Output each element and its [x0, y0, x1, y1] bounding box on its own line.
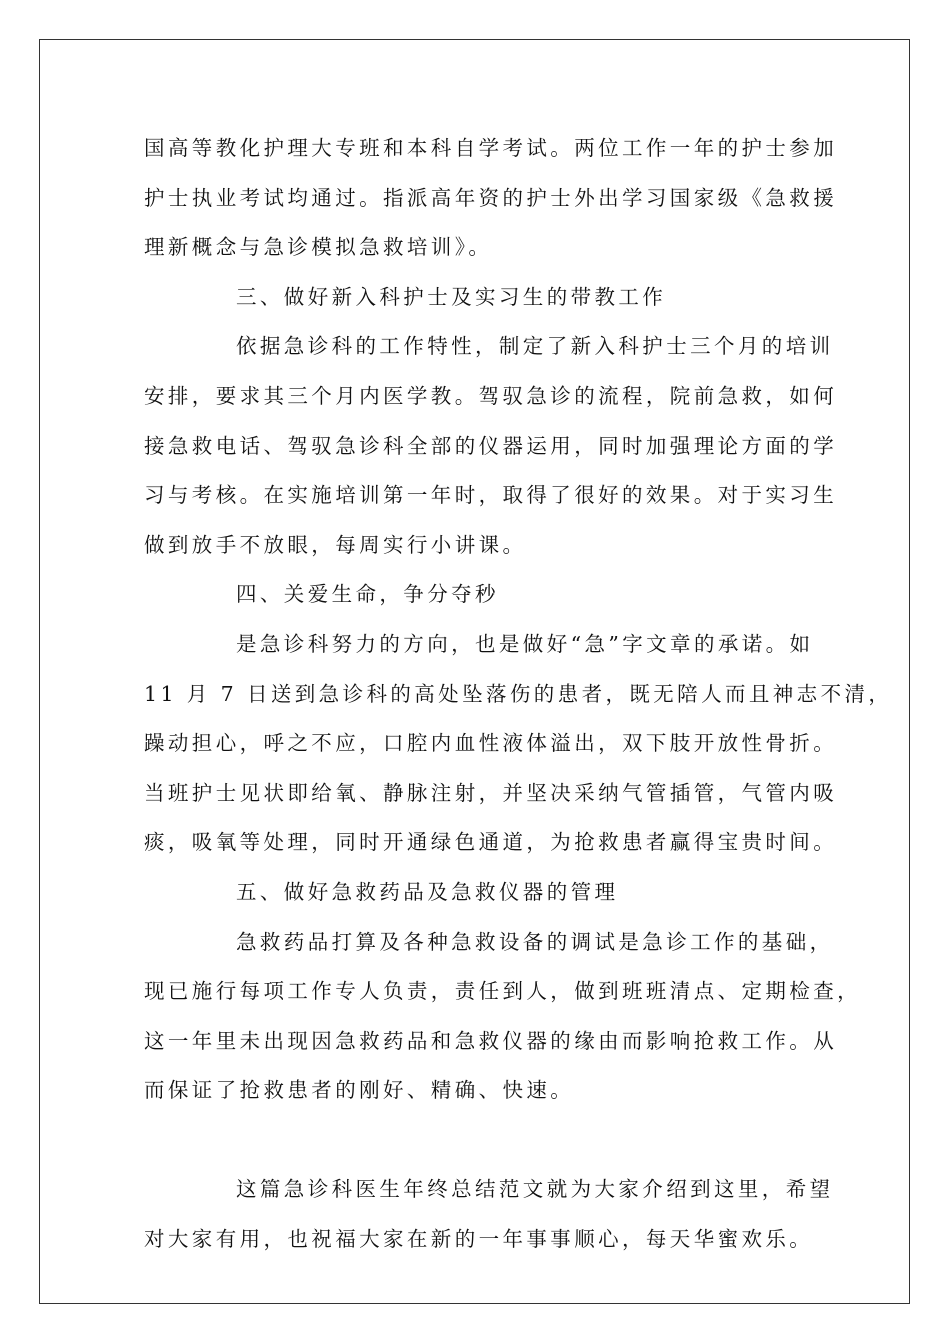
- text-line: 而保证了抢救患者的刚好、精确、快速。: [144, 1078, 575, 1103]
- blank-line: [144, 1116, 816, 1166]
- text-line: 接急救电话、驾驭急诊科全部的仪器运用，同时加强理论方面的学: [144, 433, 838, 458]
- text-line: 习与考核。在实施培训第一年时，取得了很好的效果。对于实习生: [144, 483, 838, 508]
- text-line: 痰，吸氧等处理，同时开通绿色通道，为抢救患者赢得宝贵时间。: [144, 830, 838, 855]
- paragraph-start: 依据急诊科的工作特性，制定了新入科护士三个月的培训: [236, 334, 834, 359]
- document-body: [144, 124, 893, 1265]
- section-heading-4: 四、关爱生命，争分夺秒: [236, 582, 499, 607]
- paragraph-start: 是急诊科努力的方向，也是做好“急”字文章的承诺。如: [236, 631, 814, 656]
- text-line: 这一年里未出现因急救药品和急救仪器的缘由而影响抢救工作。从: [144, 1028, 838, 1053]
- text-line: 当班护士见状即给氧、静脉注射，并坚决采纳气管插管，气管内吸: [144, 780, 838, 805]
- text-line: 国高等教化护理大专班和本科自学考试。两位工作一年的护士参加: [144, 136, 838, 160]
- text-line: 护士执业考试均通过。指派高年资的护士外出学习国家级《急救援: [144, 185, 838, 210]
- text-line: 理新概念与急诊模拟急救培训》。: [144, 235, 493, 260]
- text-line: 安排，要求其三个月内医学教。驾驭急诊的流程，院前急救，如何: [144, 383, 838, 408]
- text-line: 躁动担心，呼之不应，口腔内血性液体溢出，双下肢开放性骨折。: [144, 731, 838, 756]
- text-line: 现已施行每项工作专人负责，责任到人，做到班班清点、定期检查，: [144, 979, 861, 1004]
- paragraph-start: 急救药品打算及各种急救设备的调试是急诊工作的基础，: [236, 929, 834, 954]
- text-line: 对大家有用，也祝福大家在新的一年事事顺心，每天华蜜欢乐。: [144, 1227, 814, 1252]
- paragraph-start: 这篇急诊科医生年终总结范文就为大家介绍到这里，希望: [236, 1177, 834, 1202]
- text-line: 11 月 7 日送到急诊科的高处坠落伤的患者，既无陪人而且神志不清，: [144, 681, 893, 706]
- section-heading-5: 五、做好急救药品及急救仪器的管理: [236, 879, 619, 904]
- section-heading-3: 三、做好新入科护士及实习生的带教工作: [236, 284, 667, 309]
- text-line: 做到放手不放眼，每周实行小讲课。: [144, 532, 527, 557]
